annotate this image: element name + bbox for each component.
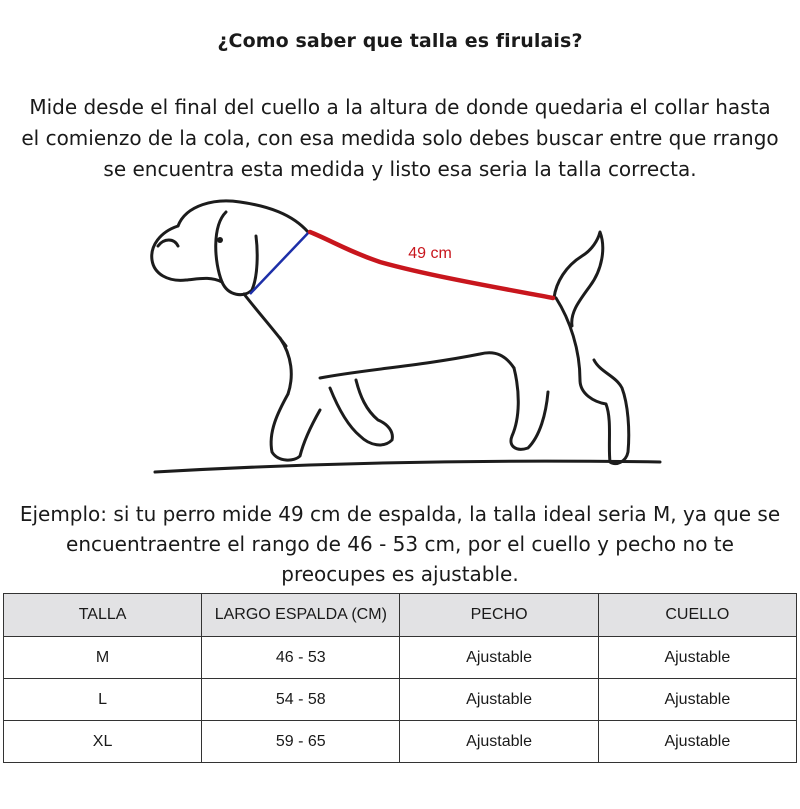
table-row [4,637,797,679]
instructions-line: Mide desde el final del cuello a la altura de donde quedaria el collar hasta [29,95,771,119]
measure-label: 49 cm [408,245,452,262]
size-table [3,593,797,763]
table-header-row [4,594,797,637]
table-row [4,679,797,721]
dog-measurement-illustration [140,190,680,480]
dog-snout [152,226,222,282]
back-measure-line [310,232,553,298]
cell-talla: M [4,637,202,679]
dog-belly [320,353,514,378]
dog-outline [152,201,660,472]
page-title: ¿Como saber que talla es firulais? [217,30,583,52]
instructions-line: se encuentra esta medida y listo esa seria la talla correcta. [103,157,697,181]
cell-pecho: Ajustable [400,721,598,763]
example-line: preocupes es ajustable. [281,562,519,586]
dog-chest [280,338,291,394]
dog-head [178,201,308,232]
neck-measure-line [250,231,310,294]
cell-largo-espalda: 54 - 58 [202,679,400,721]
header-largo-espalda: LARGO ESPALDA (CM) [202,594,400,637]
dog-rear-leg [511,368,548,449]
cell-cuello: Ajustable [598,637,796,679]
cell-largo-espalda: 59 - 65 [202,721,400,763]
ground-line [155,461,660,472]
instructions-paragraph [0,92,800,185]
example-line: Ejemplo: si tu perro mide 49 cm de espalda, la talla ideal seria M, ya que se [19,502,781,526]
dog-eye [217,237,223,243]
cell-pecho: Ajustable [400,679,598,721]
header-pecho: PECHO [400,594,598,637]
example-line: encuentraentre el rango de 46 - 53 cm, por el cuello y pecho no te [66,532,734,556]
dog-rear-thigh [556,298,629,464]
cell-cuello: Ajustable [598,679,796,721]
header-cuello: CUELLO [598,594,796,637]
cell-cuello: Ajustable [598,721,796,763]
dog-front-leg-2 [330,380,392,445]
instructions-line: el comienzo de la cola, con esa medida solo debes buscar entre que rrango [21,126,779,150]
header-talla: TALLA [4,594,202,637]
dog-front-leg [271,394,320,460]
cell-talla: XL [4,721,202,763]
cell-talla: L [4,679,202,721]
example-paragraph [0,499,800,589]
cell-pecho: Ajustable [400,637,598,679]
dog-tail [554,232,603,326]
table-row [4,721,797,763]
dog-nose [158,240,178,246]
cell-largo-espalda: 46 - 53 [202,637,400,679]
